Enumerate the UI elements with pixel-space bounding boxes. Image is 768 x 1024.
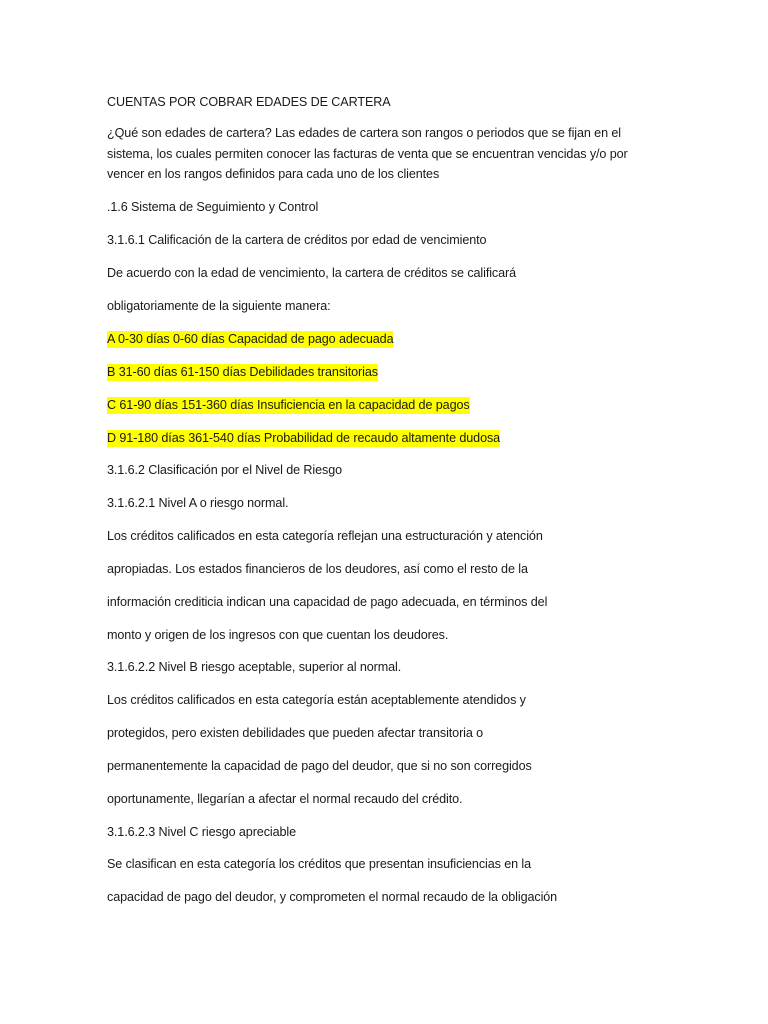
- paragraph-line: apropiadas. Los estados financieros de los deudores, así como el resto de la: [107, 562, 528, 576]
- highlighted-text: C 61-90 días 151-360 días Insuficiencia en la capacidad de pagos: [107, 398, 470, 412]
- paragraph-line: Los créditos calificados en esta categoría están aceptablemente atendidos y: [107, 693, 526, 707]
- section-heading-3-1-6-2-3: 3.1.6.2.3 Nivel C riesgo apreciable: [107, 825, 297, 839]
- paragraph-line: capacidad de pago del deudor, y comprometen el normal recaudo de la obligación: [107, 890, 558, 904]
- paragraph-line: oportunamente, llegarían a afectar el normal recaudo del crédito.: [107, 792, 463, 806]
- paragraph-line: información crediticia indican una capacidad de pago adecuada, en términos del: [107, 595, 548, 609]
- paragraph-line: De acuerdo con la edad de vencimiento, la cartera de créditos se calificará: [107, 266, 517, 280]
- section-heading-1-6: .1.6 Sistema de Seguimiento y Control: [107, 200, 319, 214]
- section-heading-3-1-6-2: 3.1.6.2 Clasificación por el Nivel de Riesgo: [107, 463, 343, 477]
- rating-item-b: [107, 365, 378, 380]
- paragraph-line: Se clasifican en esta categoría los créditos que presentan insuficiencias en la: [107, 857, 532, 871]
- rating-item-d: [107, 431, 500, 446]
- paragraph-line: protegidos, pero existen debilidades que pueden afectar transitoria o: [107, 726, 484, 740]
- rating-item-a: [107, 332, 393, 347]
- section-heading-3-1-6-1: 3.1.6.1 Calificación de la cartera de créditos por edad de vencimiento: [107, 233, 487, 247]
- intro-line-3: vencer en los rangos definidos para cada uno de los clientes: [107, 167, 440, 181]
- paragraph-line: obligatoriamente de la siguiente manera:: [107, 299, 331, 313]
- paragraph-line: monto y origen de los ingresos con que cuentan los deudores.: [107, 628, 449, 642]
- intro-line-1: ¿Qué son edades de cartera? Las edades de cartera son rangos o periodos que se fijan en el: [107, 126, 621, 140]
- rating-item-c: [107, 398, 470, 413]
- intro-line-2: sistema, los cuales permiten conocer las facturas de venta que se encuentran vencidas y/o por: [107, 147, 628, 161]
- highlighted-text: D 91-180 días 361-540 días Probabilidad de recaudo altamente dudosa: [107, 431, 501, 445]
- section-heading-3-1-6-2-1: 3.1.6.2.1 Nivel A o riesgo normal.: [107, 496, 289, 510]
- highlighted-text: A 0-30 días 0-60 días Capacidad de pago adecuada: [107, 332, 394, 346]
- document-title: CUENTAS POR COBRAR EDADES DE CARTERA: [107, 95, 391, 109]
- paragraph-line: permanentemente la capacidad de pago del deudor, que si no son corregidos: [107, 759, 532, 773]
- section-heading-3-1-6-2-2: 3.1.6.2.2 Nivel B riesgo aceptable, superior al normal.: [107, 660, 402, 674]
- paragraph-line: Los créditos calificados en esta categoría reflejan una estructuración y atención: [107, 529, 543, 543]
- highlighted-text: B 31-60 días 61-150 días Debilidades transitorias: [107, 365, 378, 379]
